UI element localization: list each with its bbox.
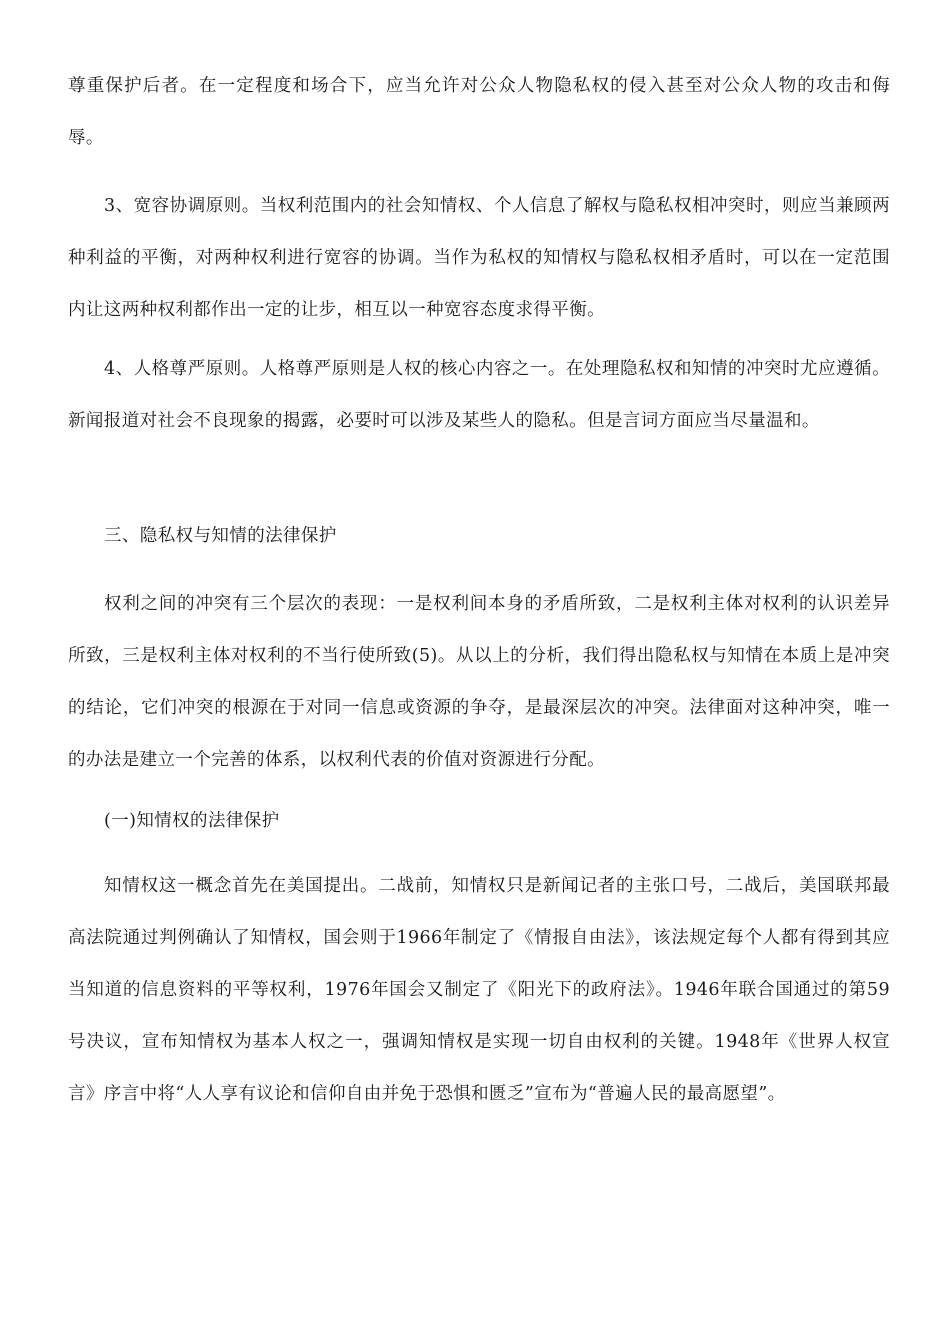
subsection-heading-right-to-know: (一)知情权的法律保护 (104, 811, 280, 831)
section-heading-legal-protection: 三、隐私权与知情的法律保护 (104, 526, 337, 546)
paragraph-dignity-principle: 4、人格尊严原则。人格尊严原则是人权的核心内容之一。在处理隐私权和知情的冲突时尤应遵循。新闻报道对社会不良现象的揭露，必要时可以涉及某些人的隐私。但是言词方面应当尽量温和。 (68, 359, 890, 431)
paragraph-rights-conflict: 权利之间的冲突有三个层次的表现：一是权利间本身的矛盾所致，二是权利主体对权利的认识差异所致，三是权利主体对权利的不当行使所致(5)。从以上的分析，我们得出隐私权与知情在本质上是冲突的结论，它们冲突的根源在于对同一信息或资源的争夺，是最深层次的冲突。法律面对这种冲突，唯一的办法是建立一个完善的体系，以权利代表的价值对资源进行分配。 (68, 594, 890, 770)
paragraph-tolerance-principle: 3、宽容协调原则。当权利范围内的社会知情权、个人信息了解权与隐私权相冲突时，则应当兼顾两种利益的平衡，对两种权利进行宽容的协调。当作为私权的知情权与隐私权相矛盾时，可以在一定范围内让这两种权利都作出一定的让步，相互以一种宽容态度求得平衡。 (68, 196, 890, 320)
paragraph-public-figure-privacy: 尊重保护后者。在一定程度和场合下，应当允许对公众人物隐私权的侵入甚至对公众人物的攻击和侮辱。 (68, 76, 890, 148)
paragraph-right-to-know-history: 知情权这一概念首先在美国提出。二战前，知情权只是新闻记者的主张口号，二战后，美国联邦最高法院通过判例确认了知情权，国会则于1966年制定了《情报自由法》，该法规定每个人都有得到其应当知道的信息资料的平等权利，1976年国会又制定了《阳光下的政府法》。1946年联合国通过的第59号决议，宣布知情权为基本人权之一，强调知情权是实现一切自由权利的关键。1948年《世界人权宣言》序言中将“人人享有议论和信仰自由并免于恐惧和匮乏”宣布为“普遍人民的最高愿望”。 (68, 876, 890, 1104)
